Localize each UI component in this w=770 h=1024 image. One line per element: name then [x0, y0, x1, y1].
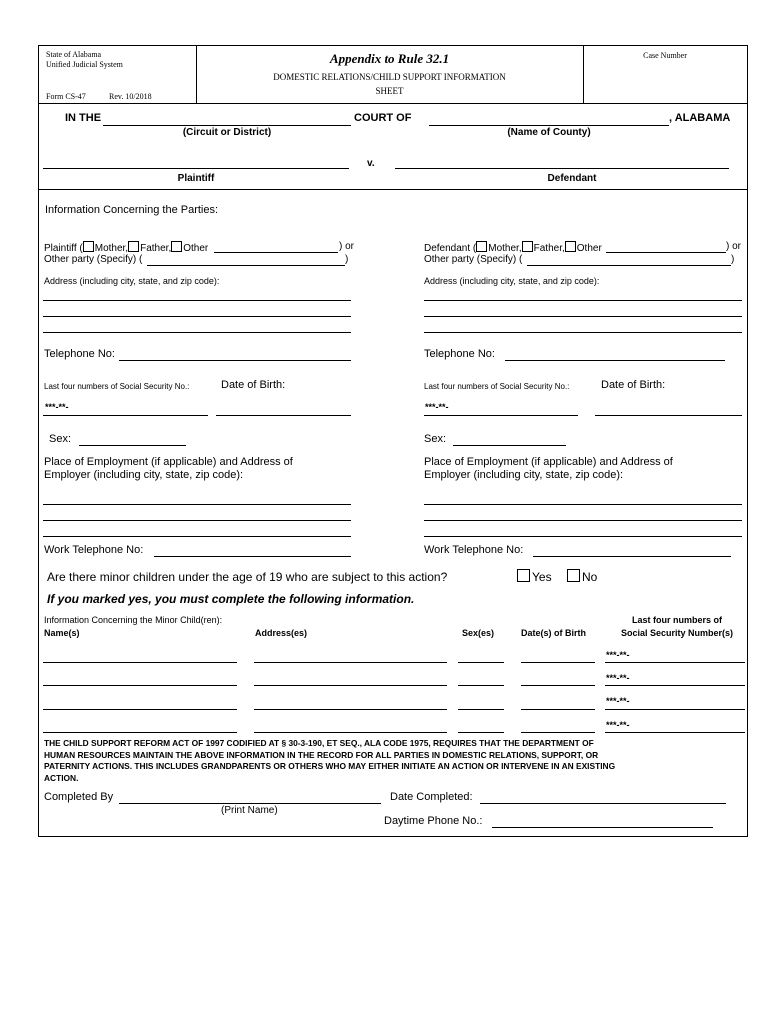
child-support-notice: [44, 738, 615, 784]
child-name-field[interactable]: [43, 732, 237, 733]
plaintiff-employer-line[interactable]: [43, 536, 351, 537]
county-field[interactable]: [429, 125, 669, 126]
defendant-other-checkbox[interactable]: [565, 241, 576, 252]
system-label: Unified Judicial System: [46, 60, 123, 69]
plaintiff-ssn-field[interactable]: [43, 415, 208, 416]
yes-label: Yes: [532, 570, 552, 584]
header-bottom-rule: [39, 103, 747, 104]
col-ssn-header-1: Last four numbers of: [631, 615, 722, 625]
col-sex-header: Sex(es): [462, 628, 495, 638]
child-dob-field[interactable]: [521, 662, 595, 663]
form-title-line1: DOMESTIC RELATIONS/CHILD SUPPORT INFORMATION: [273, 72, 506, 82]
children-section-title: Information Concerning the Minor Child(ren):: [44, 615, 223, 625]
minor-children-no: [567, 569, 597, 584]
child-address-field[interactable]: [254, 685, 447, 686]
defendant-work-phone-label: Work Telephone No:: [424, 544, 524, 556]
plaintiff-other-party-label: Other party (Specify) (: [44, 254, 143, 265]
plaintiff-dob-field[interactable]: [216, 415, 351, 416]
daytime-phone-label: Daytime Phone No.:: [384, 815, 483, 827]
defendant-address-line[interactable]: [424, 316, 742, 317]
revision-date: Rev. 10/2018: [109, 92, 152, 101]
child-ssn-mask: ***-**-: [606, 696, 630, 706]
plaintiff-work-phone-label: Work Telephone No:: [44, 544, 144, 556]
defendant-caption: Defendant: [547, 173, 597, 184]
plaintiff-role-row: [44, 241, 208, 254]
child-sex-field[interactable]: [458, 685, 504, 686]
court-bottom-rule: [39, 189, 747, 190]
plaintiff-ssn-label: Last four numbers of Social Security No.:: [44, 382, 190, 391]
form-number: Form CS-47: [46, 92, 86, 101]
print-name-caption: (Print Name): [221, 805, 278, 816]
appendix-title: Appendix to Rule 32.1: [329, 51, 450, 66]
child-ssn-field[interactable]: [605, 662, 745, 663]
plaintiff-employment-label-2: Employer (including city, state, zip code):: [44, 469, 244, 481]
defendant-father-label: Father,: [533, 243, 565, 254]
child-ssn-field[interactable]: [605, 685, 745, 686]
notice-line: PATERNITY ACTIONS. THIS INCLUDES GRANDPARENTS OR OTHERS WHO MAY EITHER INITIATE AN ACTION OR INTERVENE IN AN EXISTING: [44, 761, 616, 771]
defendant-ssn-mask: ***-**-: [425, 402, 449, 412]
child-name-field[interactable]: [43, 662, 237, 663]
child-sex-field[interactable]: [458, 709, 504, 710]
form-sheet: [38, 45, 748, 837]
col-ssn-header-2: Social Security Number(s): [620, 628, 734, 638]
plaintiff-employer-line[interactable]: [43, 504, 351, 505]
plaintiff-work-phone-field[interactable]: [154, 556, 351, 557]
defendant-employer-line[interactable]: [424, 520, 742, 521]
no-checkbox[interactable]: [567, 569, 580, 582]
defendant-other-party-field[interactable]: [527, 265, 731, 266]
notice-line: THE CHILD SUPPORT REFORM ACT OF 1997 CODIFIED AT § 30-3-190, ET SEQ., ALA CODE 1975, REQUIRES THAT THE DEPARTMENT OF: [44, 738, 594, 748]
child-sex-field[interactable]: [458, 662, 504, 663]
defendant-father-checkbox[interactable]: [522, 241, 533, 252]
plaintiff-other-label: Other: [183, 243, 209, 254]
child-address-field[interactable]: [254, 709, 447, 710]
defendant-ssn-label: Last four numbers of Social Security No.:: [424, 382, 570, 391]
completed-by-field[interactable]: [119, 803, 381, 804]
state-label: State of Alabama: [46, 50, 102, 59]
plaintiff-address-label: Address (including city, state, and zip code):: [44, 276, 220, 286]
defendant-dob-field[interactable]: [595, 415, 742, 416]
children-instruction: If you marked yes, you must complete the following information.: [47, 592, 415, 606]
defendant-employment-label-1: Place of Employment (if applicable) and Address of: [424, 456, 673, 468]
alabama-label: , ALABAMA: [669, 112, 731, 124]
versus-label: v.: [367, 158, 375, 169]
plaintiff-sex-field[interactable]: [79, 445, 186, 446]
court-of-label: COURT OF: [354, 112, 412, 124]
plaintiff-employer-line[interactable]: [43, 520, 351, 521]
col-address-header: Address(es): [255, 628, 308, 638]
daytime-phone-field[interactable]: [492, 827, 713, 828]
plaintiff-or-label: ) or: [339, 241, 354, 252]
defendant-other-party-close: ): [731, 254, 735, 265]
in-the-label: IN THE: [65, 112, 102, 124]
plaintiff-caption: Plaintiff: [177, 173, 215, 184]
plaintiff-dob-label: Date of Birth:: [221, 379, 286, 391]
plaintiff-address-line[interactable]: [43, 300, 351, 301]
case-number-label: Case Number: [643, 51, 687, 60]
defendant-telephone-field[interactable]: [505, 360, 725, 361]
plaintiff-father-checkbox[interactable]: [128, 241, 139, 252]
plaintiff-other-field[interactable]: [214, 252, 338, 253]
minor-children-yes: [517, 569, 552, 584]
defendant-address-line[interactable]: [424, 300, 742, 301]
plaintiff-address-line[interactable]: [43, 332, 351, 333]
child-dob-field[interactable]: [521, 709, 595, 710]
child-dob-field[interactable]: [521, 732, 595, 733]
defendant-or-label: ) or: [726, 241, 741, 252]
defendant-other-party-label: Other party (Specify) (: [424, 254, 523, 265]
child-ssn-field[interactable]: [605, 709, 745, 710]
defendant-work-phone-field[interactable]: [533, 556, 731, 557]
defendant-mother-checkbox[interactable]: [476, 241, 487, 252]
plaintiff-sex-label: Sex:: [49, 433, 72, 445]
defendant-address-label: Address (including city, state, and zip code):: [424, 276, 600, 286]
defendant-employer-line[interactable]: [424, 504, 742, 505]
plaintiff-ssn-mask: ***-**-: [45, 402, 69, 412]
child-name-field[interactable]: [43, 685, 237, 686]
plaintiff-mother-checkbox[interactable]: [83, 241, 94, 252]
case-number-field[interactable]: [584, 60, 746, 100]
defendant-name-field[interactable]: [395, 168, 729, 169]
defendant-sex-field[interactable]: [453, 445, 566, 446]
plaintiff-mother-label: Mother,: [94, 243, 129, 254]
plaintiff-other-party-close: ): [345, 254, 349, 265]
child-name-field[interactable]: [43, 709, 237, 710]
col-names-header: Name(s): [44, 628, 80, 638]
yes-checkbox[interactable]: [517, 569, 530, 582]
child-ssn-mask: ***-**-: [606, 720, 630, 730]
defendant-telephone-label: Telephone No:: [424, 348, 495, 360]
parties-section-title: Information Concerning the Parties:: [45, 204, 219, 216]
defendant-dob-label: Date of Birth:: [601, 379, 666, 391]
plaintiff-prefix: Plaintiff (: [44, 243, 83, 254]
defendant-sex-label: Sex:: [424, 433, 447, 445]
child-ssn-mask: ***-**-: [606, 650, 630, 660]
defendant-employer-line[interactable]: [424, 536, 742, 537]
child-address-field[interactable]: [254, 732, 447, 733]
date-completed-label: Date Completed:: [390, 791, 473, 803]
form-title-line2: SHEET: [375, 86, 404, 96]
defendant-other-label: Other: [576, 243, 602, 254]
court-type-field[interactable]: [103, 125, 351, 126]
minor-children-question: Are there minor children under the age of 19 who are subject to this action?: [47, 570, 448, 584]
defendant-other-field[interactable]: [606, 252, 726, 253]
child-dob-field[interactable]: [521, 685, 595, 686]
child-ssn-field[interactable]: [605, 732, 745, 733]
plaintiff-address-line[interactable]: [43, 316, 351, 317]
col-dob-header: Date(s) of Birth: [521, 628, 586, 638]
plaintiff-telephone-field[interactable]: [119, 360, 351, 361]
defendant-ssn-field[interactable]: [424, 415, 578, 416]
plaintiff-other-checkbox[interactable]: [171, 241, 182, 252]
plaintiff-other-party-field[interactable]: [147, 265, 345, 266]
defendant-mother-label: Mother,: [488, 243, 522, 254]
date-completed-field[interactable]: [480, 803, 726, 804]
no-label: No: [582, 570, 598, 584]
plaintiff-father-label: Father,: [140, 243, 172, 254]
circuit-caption: (Circuit or District): [182, 127, 272, 138]
plaintiff-name-field[interactable]: [43, 168, 349, 169]
defendant-role-row: [424, 241, 602, 254]
notice-line: HUMAN RESOURCES MAINTAIN THE ABOVE INFORMATION IN THE RECORD FOR ALL PARTIES IN DOMESTIC RELATIONS, SUPPORT, OR: [44, 749, 599, 760]
plaintiff-employment-label-1: Place of Employment (if applicable) and Address of: [44, 456, 293, 468]
child-sex-field[interactable]: [458, 732, 504, 733]
child-address-field[interactable]: [254, 662, 447, 663]
completed-by-label: Completed By: [44, 791, 114, 803]
notice-line: ACTION.: [44, 772, 79, 783]
child-ssn-mask: ***-**-: [606, 673, 630, 683]
plaintiff-telephone-label: Telephone No:: [44, 348, 115, 360]
county-caption: (Name of County): [507, 127, 591, 138]
defendant-prefix: Defendant (: [424, 243, 477, 254]
defendant-address-line[interactable]: [424, 332, 742, 333]
defendant-employment-label-2: Employer (including city, state, zip code):: [424, 469, 624, 481]
